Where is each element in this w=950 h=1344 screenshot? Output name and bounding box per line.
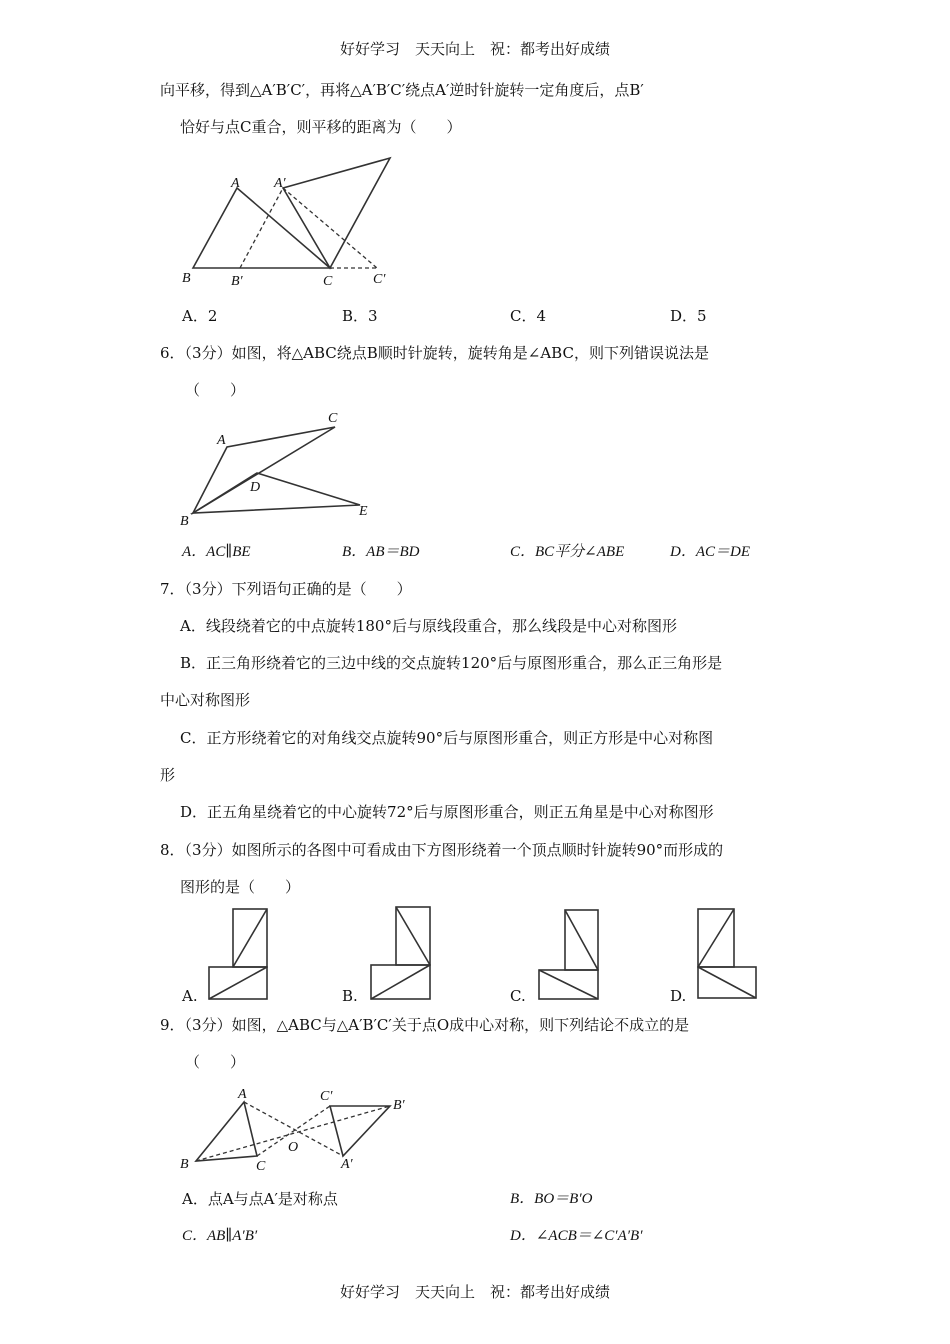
fig6-label-a: A (217, 433, 226, 448)
q9-line1: 9．（3分）如图，△ABC与△A′B′C′关于点O成中心对称，则下列结论不成立的是 (160, 1016, 690, 1034)
q8-figure-c (533, 905, 603, 1000)
q9-option-a: A．点A与点A′是对称点 (182, 1190, 338, 1208)
q8-line1: 8．（3分）如图所示的各图中可看成由下方图形绕着一个顶点顺时针旋转90°而形成的 (160, 841, 724, 859)
q8-option-c: C. (510, 987, 526, 1005)
fig6-label-c: C (328, 411, 338, 426)
fig6-label-e: E (359, 504, 368, 519)
fig5-label-b: B (182, 271, 191, 286)
q8-option-d: D. (670, 987, 687, 1005)
fig5-label-b1: B′ (231, 274, 243, 289)
q9-figure (175, 1080, 415, 1175)
q9-line2: （ ） (185, 1053, 246, 1071)
q5-line1: 向平移，得到△A′B′C′，再将△A′B′C′绕点A′逆时针旋转一定角度后，点B′ (160, 81, 644, 99)
q5-option-a: A．2 (182, 307, 218, 325)
q8-option-a: A. (182, 987, 198, 1005)
fig5-label-a: A (231, 176, 240, 191)
q5-option-b: B．3 (342, 307, 378, 325)
page-footer: 好好学习 天天向上 祝：都考出好成绩 (339, 1283, 610, 1301)
fig9-label-b: B (180, 1157, 189, 1172)
q8-option-b: B. (342, 987, 358, 1005)
q6-option-c: C．BC平分∠ABE (510, 544, 625, 560)
q8-figure-b (365, 903, 435, 1000)
q9-option-c: C．AB∥A′B′ (182, 1228, 258, 1244)
q7-option-c-line2: 形 (160, 766, 176, 784)
fig5-label-c: C (323, 274, 333, 289)
q8-line2: 图形的是（ ） (180, 878, 301, 896)
q5-line2: 恰好与点C重合，则平移的距离为（ ） (180, 118, 462, 136)
q7-option-d: D．正五角星绕着它的中心旋转72°后与原图形重合，则正五角星是中心对称图形 (180, 803, 714, 821)
q7-option-c-line1: C．正方形绕着它的对角线交点旋转90°后与原图形重合，则正方形是中心对称图 (180, 729, 714, 747)
q5-figure (175, 150, 415, 290)
q6-option-b: B．AB＝BD (342, 544, 420, 560)
q5-option-d: D．5 (670, 307, 707, 325)
fig9-label-c1: C′ (320, 1089, 333, 1104)
q5-option-c: C．4 (510, 307, 547, 325)
q8-figure-a (205, 905, 275, 1000)
fig9-label-b1: B′ (393, 1098, 405, 1113)
fig5-label-c1: C′ (373, 272, 386, 287)
page-header: 好好学习 天天向上 祝：都考出好成绩 (339, 40, 610, 58)
fig5-label-a1: A′ (274, 176, 286, 191)
q7-option-b-line2: 中心对称图形 (160, 691, 251, 709)
q6-line2: （ ） (185, 381, 246, 399)
q7-line1: 7．（3分）下列语句正确的是（ ） (160, 580, 412, 598)
q6-option-d: D．AC＝DE (670, 544, 750, 560)
q6-figure (175, 405, 375, 530)
fig9-label-c: C (256, 1159, 266, 1174)
q6-option-a: A．AC∥BE (182, 544, 251, 560)
fig6-label-b: B (180, 514, 189, 529)
fig6-label-d: D (250, 480, 261, 495)
q7-option-a: A．线段绕着它的中点旋转180°后与原线段重合，那么线段是中心对称图形 (180, 617, 677, 635)
fig9-label-a1: A′ (341, 1157, 353, 1172)
q9-option-d: D．∠ACB＝∠C′A′B′ (510, 1228, 643, 1244)
fig9-label-a: A (238, 1087, 247, 1102)
q7-option-b-line1: B．正三角形绕着它的三边中线的交点旋转120°后与原图形重合，那么正三角形是 (180, 654, 723, 672)
q8-figure-d (693, 905, 763, 1000)
q9-option-b: B．BO＝B′O (510, 1191, 593, 1207)
fig9-label-o: O (288, 1140, 299, 1155)
q6-line1: 6．（3分）如图，将△ABC绕点B顺时针旋转，旋转角是∠ABC，则下列错误说法是 (160, 344, 709, 362)
